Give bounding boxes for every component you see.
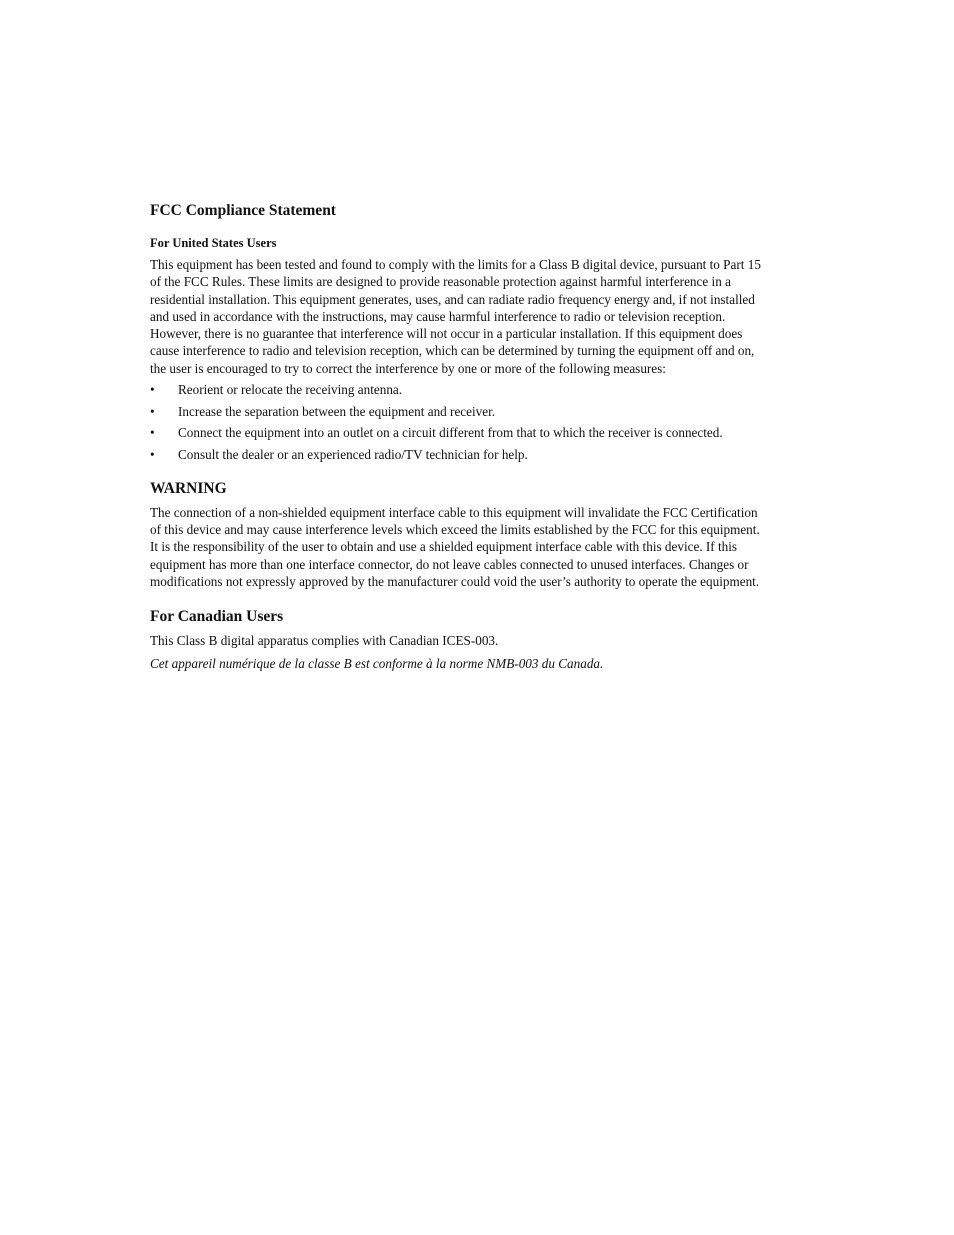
warning-heading: WARNING	[150, 479, 227, 497]
list-item	[150, 446, 768, 463]
bullet-icon: •	[150, 447, 155, 463]
measures-list	[150, 381, 768, 463]
list-item	[150, 424, 768, 441]
spacer	[150, 590, 768, 607]
us-users-heading: For United States Users	[150, 236, 277, 250]
page-title: FCC Compliance Statement	[150, 202, 336, 219]
spacer	[150, 468, 768, 479]
list-item-text: Reorient or relocate the receiving antenna.	[178, 382, 403, 398]
warning-paragraph: The connection of a non-shielded equipment interface cable to this equipment will invalidate the FCC Certification of this device and may cause interference levels which exceed the limits established by the FCC for this equipment. It is the responsibility of the user to obtain and use a shielded equipment interface cable with this device. If this equipment has more than one interface connector, do not leave cables connected to unused interfaces. Changes or modifications not expressly approved by the manufacturer could void the user’s authority to operate the equipment.	[150, 504, 760, 590]
list-item	[150, 403, 768, 420]
list-item-text: Increase the separation between the equipment and receiver.	[178, 403, 496, 419]
canadian-english-statement: This Class B digital apparatus complies with Canadian ICES-003.	[150, 633, 499, 649]
list-item	[150, 381, 768, 398]
canadian-french-statement: Cet appareil numérique de la classe B est conforme à la norme NMB-003 du Canada.	[150, 655, 604, 671]
bullet-icon: •	[150, 403, 155, 419]
bullet-icon: •	[150, 382, 155, 398]
canadian-users-heading: For Canadian Users	[150, 608, 284, 626]
list-item-text: Connect the equipment into an outlet on a circuit different from that to which the receiver is connected.	[178, 425, 723, 441]
list-item-text: Consult the dealer or an experienced radio/TV technician for help.	[178, 447, 528, 463]
us-users-paragraph: This equipment has been tested and found to comply with the limits for a Class B digital device, pursuant to Part 15 of the FCC Rules. These limits are designed to provide reasonable protection against harmful interference in a residential installation. This equipment generates, uses, and can radiate radio frequency energy and, if not installed and used in accordance with the instructions, may cause harmful interference to radio or television reception. However, there is no guarantee that interference will not occur in a particular installation. If this equipment does cause interference to radio and television reception, which can be determined by turning the equipment off and on, the user is encouraged to try to correct the interference by one or more of the following measures:	[150, 257, 761, 376]
bullet-icon: •	[150, 425, 155, 441]
document-page	[150, 201, 768, 672]
